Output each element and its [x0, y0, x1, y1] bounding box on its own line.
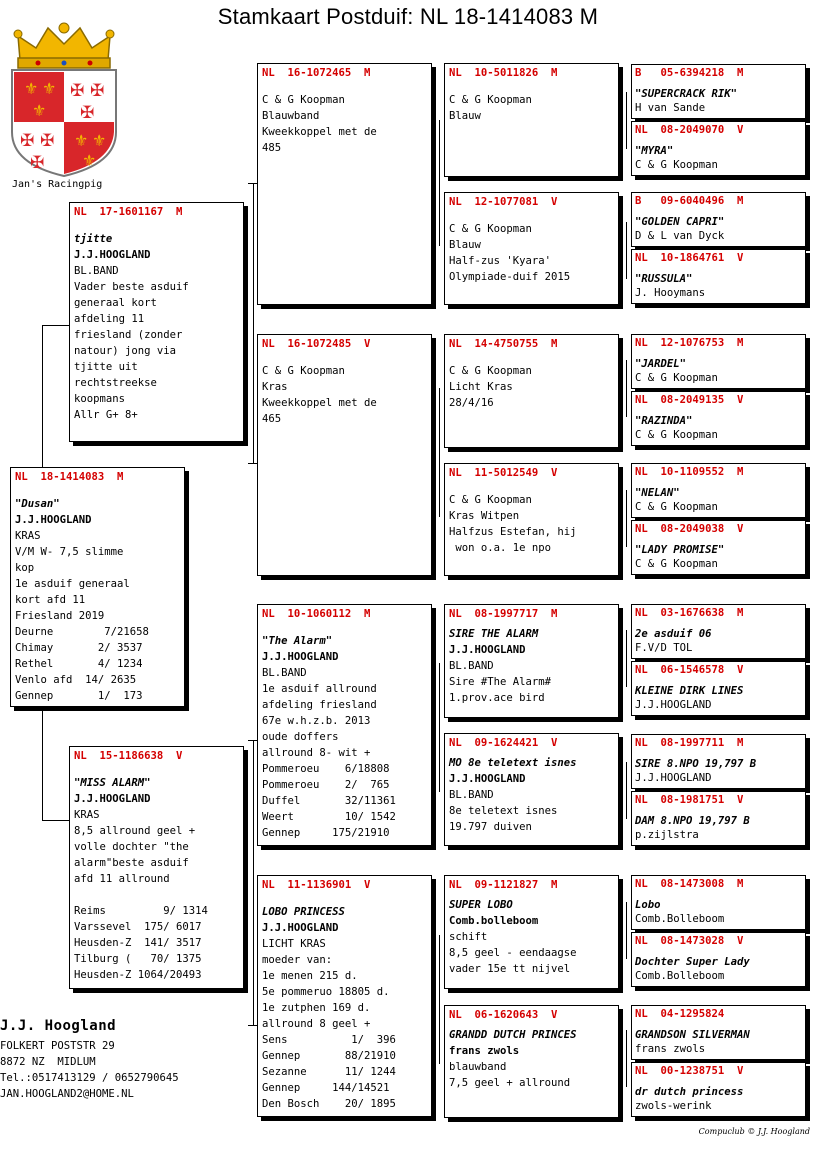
info-line: 8,5 allround geel + — [74, 825, 196, 837]
result-line: Sezanne 11/ 1244 — [262, 1066, 396, 1078]
connector-line — [42, 325, 43, 468]
svg-text:✠: ✠ — [40, 131, 55, 151]
ring-number: NL 10-1109552 M — [635, 466, 744, 478]
ring-number: NL 12-1077081 V — [449, 196, 558, 208]
info-line: 1e asduif generaal — [15, 578, 130, 590]
owner-name: J.J.HOOGLAND — [74, 249, 151, 261]
logo-caption: Jan's Racingpig — [12, 179, 103, 190]
connector-line — [42, 710, 43, 820]
pigeon-name: "RAZINDA" — [635, 414, 693, 427]
pigeon-name: SUPER LOBO — [449, 899, 513, 911]
info-line: oude doffers — [262, 731, 339, 743]
ring-number: NL 09-1121827 M — [449, 879, 558, 891]
pedigree-card-ggg-11[interactable] — [631, 734, 806, 789]
ring-number: B 09-6040496 M — [635, 195, 744, 207]
ring-number: NL 10-5011826 M — [449, 67, 558, 79]
breeder-address: FOLKERT POSTSTR 29 — [0, 1040, 115, 1052]
owner-name: J.J.HOOGLAND — [449, 644, 526, 656]
result-line: Varssevel 175/ 6017 — [74, 921, 202, 933]
svg-text:✠: ✠ — [90, 81, 105, 101]
result-line: Duffel 32/11361 — [262, 795, 396, 807]
pedigree-card-mmm[interactable] — [444, 1005, 619, 1118]
pedigree-card-mmf[interactable] — [444, 875, 619, 989]
owner-name: Comb.bolleboom — [449, 915, 539, 927]
ring-number: NL 08-1473008 M — [635, 878, 744, 890]
pigeon-name: GRANDSON SILVERMAN — [635, 1028, 750, 1041]
ring-number: B 05-6394218 M — [635, 67, 744, 79]
svg-text:⚜: ⚜ — [74, 131, 89, 150]
ring-number: NL 08-1981751 V — [635, 794, 744, 806]
owner-name: F.V/D TOL — [635, 642, 693, 654]
info-line: natour) jong via — [74, 345, 177, 357]
pigeon-name: MO 8e teletext isnes — [449, 757, 577, 769]
ring-number: NL 10-1864761 V — [635, 252, 744, 264]
pedigree-card-fmf[interactable] — [444, 334, 619, 448]
info-line: 8e teletext isnes — [449, 805, 558, 817]
connector-line — [626, 92, 627, 149]
pedigree-card-ff[interactable] — [257, 63, 432, 305]
result-line: Rethel 4/ 1234 — [15, 658, 143, 670]
pigeon-name: "JARDEL" — [635, 357, 687, 370]
pedigree-card-mff[interactable] — [444, 604, 619, 718]
crown-shield-crest-icon — [8, 14, 120, 178]
ring-number: NL 10-1060112 M — [262, 608, 371, 620]
info-line: friesland (zonder — [74, 329, 183, 341]
connector-line — [626, 762, 627, 819]
result-line: Gennep 175/21910 — [262, 827, 390, 839]
info-line: C & G Koopman — [449, 494, 532, 506]
pedigree-card-ggg-15[interactable] — [631, 1005, 806, 1060]
info-line: schift — [449, 931, 488, 943]
pigeon-name: DAM 8.NPO 19,797 B — [635, 814, 750, 827]
connector-line — [439, 388, 440, 517]
pigeon-name: "GOLDEN CAPRI" — [635, 215, 725, 228]
info-line: 1e asduif allround — [262, 683, 377, 695]
svg-text:✠: ✠ — [80, 103, 95, 123]
ring-number: NL 11-1136901 V — [262, 879, 371, 891]
result-line: Weert 10/ 1542 — [262, 811, 396, 823]
connector-line — [626, 360, 627, 417]
info-line: Blauw — [449, 110, 481, 122]
result-line: Den Bosch 20/ 1895 — [262, 1098, 396, 1110]
owner-name: zwols-werink — [635, 1100, 712, 1112]
pigeon-name: "RUSSULA" — [635, 272, 693, 285]
info-line: 67e w.h.z.b. 2013 — [262, 715, 371, 727]
info-line: generaal kort — [74, 297, 157, 309]
ring-number: NL 11-5012549 V — [449, 467, 558, 479]
ring-number: NL 17-1601167 M — [74, 206, 183, 218]
pedigree-card-ggg-2[interactable] — [631, 121, 806, 176]
info-line: Kweekkoppel met de — [262, 126, 377, 138]
owner-name: frans zwols — [449, 1045, 520, 1057]
info-line: V/M W- 7,5 slimme — [15, 546, 124, 558]
pigeon-name: SIRE 8.NPO 19,797 B — [635, 757, 757, 770]
result-line: Gennep 88/21910 — [262, 1050, 396, 1062]
result-line: Venlo afd 14/ 2635 — [15, 674, 137, 686]
pigeon-name: 2e asduif 06 — [635, 627, 712, 640]
svg-text:⚜: ⚜ — [92, 131, 107, 150]
pigeon-name: "MISS ALARM" — [74, 777, 151, 789]
info-line: Friesland 2019 — [15, 610, 105, 622]
breeder-phone: Tel.:0517413129 / 0652790645 — [0, 1072, 179, 1084]
info-line: 5e pommeruo 18805 d. — [262, 986, 390, 998]
ring-number: NL 18-1414083 M — [15, 471, 124, 483]
pigeon-name: "SUPERCRACK RIK" — [635, 87, 738, 100]
info-line: BL.BAND — [262, 667, 307, 679]
pigeon-name: "The Alarm" — [262, 635, 333, 647]
connector-line — [248, 183, 257, 184]
owner-name: C & G Koopman — [635, 501, 718, 513]
owner-name: J.J.HOOGLAND — [262, 922, 339, 934]
result-line: Sens 1/ 396 — [262, 1034, 396, 1046]
pedigree-card-ffm[interactable] — [444, 192, 619, 305]
info-line: alarm"beste asduif — [74, 857, 189, 869]
info-line: BL.BAND — [449, 789, 494, 801]
info-line: C & G Koopman — [449, 94, 532, 106]
ring-number: NL 15-1186638 V — [74, 750, 183, 762]
pigeon-name: tjitte — [74, 233, 113, 245]
connector-line — [42, 820, 70, 821]
owner-name: C & G Koopman — [635, 558, 718, 570]
pedigree-card-ggg-9[interactable] — [631, 604, 806, 659]
connector-line — [248, 463, 257, 464]
breeder-name: J.J. Hoogland — [0, 1018, 117, 1034]
info-line: Vader beste asduif — [74, 281, 189, 293]
breeder-email: JAN.HOOGLAND2@HOME.NL — [0, 1088, 134, 1100]
info-line: afdeling friesland — [262, 699, 377, 711]
ring-number: NL 08-2049070 V — [635, 124, 744, 136]
owner-name: J.J.HOOGLAND — [635, 699, 712, 711]
info-line: won o.a. 1e npo — [449, 542, 552, 554]
pigeon-name: Lobo — [635, 898, 661, 911]
result-line: Gennep 1/ 173 — [15, 690, 143, 702]
pedigree-card-mm[interactable] — [257, 875, 432, 1117]
pigeon-name: KLEINE DIRK LINES — [635, 684, 744, 697]
info-line: 1.prov.ace bird — [449, 692, 545, 704]
result-line: Tilburg ( 70/ 1375 — [74, 953, 202, 965]
info-line: 19.797 duiven — [449, 821, 532, 833]
pedigree-card-ggg-13[interactable] — [631, 875, 806, 930]
owner-name: Comb.Bolleboom — [635, 970, 725, 982]
result-line: Deurne 7/21658 — [15, 626, 149, 638]
connector-line — [42, 325, 70, 326]
info-line: Half-zus 'Kyara' — [449, 255, 552, 267]
info-line: Blauw — [449, 239, 481, 251]
info-line: afd 11 allround — [74, 873, 170, 885]
owner-name: J.J.HOOGLAND — [635, 772, 712, 784]
owner-name: J.J.HOOGLAND — [15, 514, 92, 526]
info-line: moeder van: — [262, 954, 333, 966]
ring-number: NL 16-1072465 M — [262, 67, 371, 79]
pedigree-card-ggg-16[interactable] — [631, 1062, 806, 1117]
connector-line — [626, 902, 627, 959]
info-line: Sire #The Alarm# — [449, 676, 552, 688]
pigeon-name: "Dusan" — [15, 498, 60, 510]
pedigree-card-mfm[interactable] — [444, 733, 619, 846]
owner-name: J. Hooymans — [635, 287, 706, 299]
info-line: Licht Kras — [449, 381, 513, 393]
connector-line — [626, 490, 627, 547]
result-line: Heusden-Z 1064/20493 — [74, 969, 202, 981]
info-line: C & G Koopman — [262, 365, 345, 377]
svg-text:✠: ✠ — [30, 153, 45, 173]
footer-credit: Compuclub © J.J. Hoogland — [698, 1127, 810, 1136]
owner-name: C & G Koopman — [635, 372, 718, 384]
pedigree-card-fmm[interactable] — [444, 463, 619, 576]
ring-number: NL 08-1997711 M — [635, 737, 744, 749]
pedigree-card-fff[interactable] — [444, 63, 619, 177]
info-line: allround 8- wit + — [262, 747, 371, 759]
pedigree-card-ggg-5[interactable] — [631, 334, 806, 389]
info-line: koopmans — [74, 393, 126, 405]
pigeon-name: dr dutch princess — [635, 1085, 744, 1098]
ring-number: NL 04-1295824 — [635, 1008, 725, 1020]
ring-number: NL 08-2049135 V — [635, 394, 744, 406]
info-line: tjitte uit — [74, 361, 138, 373]
ring-number: NL 14-4750755 M — [449, 338, 558, 350]
connector-line — [626, 630, 627, 687]
info-line: 28/4/16 — [449, 397, 494, 409]
owner-name: J.J.HOOGLAND — [74, 793, 151, 805]
owner-name: p.zijlstra — [635, 829, 699, 841]
info-line: C & G Koopman — [262, 94, 345, 106]
owner-name: frans zwols — [635, 1043, 706, 1055]
pedigree-card-ggg-10[interactable] — [631, 661, 806, 716]
pedigree-card-ggg-14[interactable] — [631, 932, 806, 987]
ring-number: NL 08-2049038 V — [635, 523, 744, 535]
breeder-info — [0, 1018, 179, 1102]
connector-line — [253, 183, 254, 463]
pigeon-name: SIRE THE ALARM — [449, 628, 539, 640]
info-line: allround 8 geel + — [262, 1018, 371, 1030]
pedigree-card-ggg-1[interactable] — [631, 64, 806, 119]
ring-number: NL 09-1624421 V — [449, 737, 558, 749]
info-line: Allr G+ 8+ — [74, 409, 138, 421]
info-line: Kweekkoppel met de — [262, 397, 377, 409]
info-line: BL.BAND — [449, 660, 494, 672]
connector-line — [626, 1030, 627, 1087]
result-line: Pommeroeu 6/18808 — [262, 763, 390, 775]
owner-name: J.J.HOOGLAND — [449, 773, 526, 785]
info-line: 1e zutphen 169 d. — [262, 1002, 371, 1014]
connector-line — [439, 120, 440, 246]
owner-name: H van Sande — [635, 102, 706, 114]
result-line: Gennep 144/14521 — [262, 1082, 390, 1094]
svg-text:✠: ✠ — [20, 131, 35, 151]
connector-line — [248, 740, 257, 741]
connector-line — [248, 1025, 257, 1026]
info-line: kop — [15, 562, 35, 574]
pedigree-card-fm[interactable] — [257, 334, 432, 576]
svg-text:⚜: ⚜ — [24, 79, 39, 98]
pedigree-card-ggg-3[interactable] — [631, 192, 806, 247]
pedigree-card-father[interactable] — [69, 202, 244, 442]
info-line: afdeling 11 — [74, 313, 145, 325]
info-line: rechtstreekse — [74, 377, 157, 389]
pigeon-name: "NELAN" — [635, 486, 680, 499]
connector-line — [439, 935, 440, 1064]
ring-number: NL 06-1546578 V — [635, 664, 744, 676]
info-line: volle dochter "the — [74, 841, 189, 853]
pigeon-name: "LADY PROMISE" — [635, 543, 725, 556]
svg-text:✠: ✠ — [70, 81, 85, 101]
info-line: Kras Witpen — [449, 510, 520, 522]
info-line: 1e menen 215 d. — [262, 970, 358, 982]
ring-number: NL 00-1238751 V — [635, 1065, 744, 1077]
ring-number: NL 03-1676638 M — [635, 607, 744, 619]
info-line: KRAS — [15, 530, 41, 542]
connector-line — [626, 222, 627, 279]
pedigree-card-mf[interactable] — [257, 604, 432, 846]
pedigree-card-ggg-8[interactable] — [631, 520, 806, 575]
info-line: C & G Koopman — [449, 223, 532, 235]
info-line: 465 — [262, 413, 282, 425]
ring-number: NL 08-1997717 M — [449, 608, 558, 620]
info-line: LICHT KRAS — [262, 938, 326, 950]
info-line: Kras — [262, 381, 288, 393]
svg-text:⚜: ⚜ — [82, 151, 97, 170]
ring-number: NL 08-1473028 V — [635, 935, 744, 947]
owner-name: J.J.HOOGLAND — [262, 651, 339, 663]
result-line: Chimay 2/ 3537 — [15, 642, 143, 654]
info-line: kort afd 11 — [15, 594, 86, 606]
svg-text:⚜: ⚜ — [32, 101, 47, 120]
pedigree-card-ggg-12[interactable] — [631, 791, 806, 846]
owner-name: C & G Koopman — [635, 159, 718, 171]
result-line: Heusden-Z 141/ 3517 — [74, 937, 202, 949]
info-line: BL.BAND — [74, 265, 119, 277]
info-line: C & G Koopman — [449, 365, 532, 377]
owner-name: C & G Koopman — [635, 429, 718, 441]
pedigree-card-ggg-6[interactable] — [631, 391, 806, 446]
pedigree-card-subject[interactable] — [10, 467, 185, 707]
info-line: 7,5 geel + allround — [449, 1077, 571, 1089]
connector-line — [253, 740, 254, 1025]
pigeon-name: Dochter Super Lady — [635, 955, 750, 968]
info-line: 8,5 geel - eendaagse — [449, 947, 577, 959]
owner-name: D & L van Dyck — [635, 230, 725, 242]
breeder-city: 8872 NZ MIDLUM — [0, 1056, 96, 1068]
connector-line — [439, 663, 440, 792]
result-line: Pommeroeu 2/ 765 — [262, 779, 390, 791]
pigeon-name: "MYRA" — [635, 144, 674, 157]
pedigree-card-mother[interactable] — [69, 746, 244, 989]
info-line: KRAS — [74, 809, 100, 821]
info-line — [74, 887, 239, 903]
ring-number: NL 06-1620643 V — [449, 1009, 558, 1021]
ring-number: NL 12-1076753 M — [635, 337, 744, 349]
info-line: Olympiade-duif 2015 — [449, 271, 571, 283]
info-line: vader 15e tt nijvel — [449, 963, 571, 975]
info-line: Halfzus Estefan, hij — [449, 526, 577, 538]
svg-text:⚜: ⚜ — [42, 79, 57, 98]
pedigree-card-ggg-7[interactable] — [631, 463, 806, 518]
pigeon-name: GRANDD DUTCH PRINCES — [449, 1029, 577, 1041]
pigeon-name: LOBO PRINCESS — [262, 906, 345, 918]
result-line: Reims 9/ 1314 — [74, 905, 208, 917]
info-line: blauwband — [449, 1061, 507, 1073]
info-line: Blauwband — [262, 110, 320, 122]
page-title: Stamkaart Postduif: NL 18-1414083 M — [217, 4, 599, 29]
info-line: 485 — [262, 142, 282, 154]
owner-name: Comb.Bolleboom — [635, 913, 725, 925]
pedigree-card-ggg-4[interactable] — [631, 249, 806, 304]
ring-number: NL 16-1072485 V — [262, 338, 371, 350]
